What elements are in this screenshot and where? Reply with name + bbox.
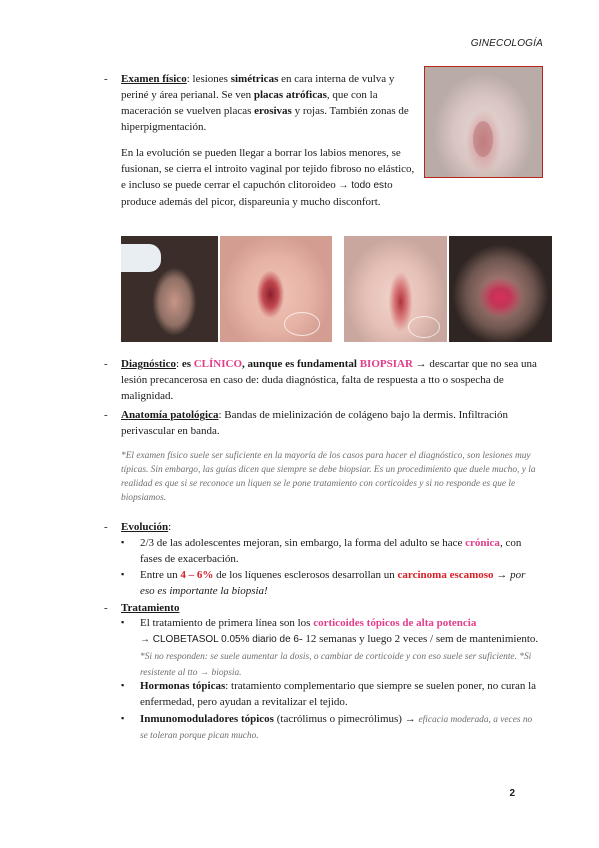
text-bold: es	[181, 358, 191, 370]
bullet-dash: -	[104, 73, 108, 85]
text: Entre un	[140, 569, 181, 581]
treatment-heading	[121, 600, 179, 616]
text-highlight: CLÍNICO	[193, 358, 243, 370]
text: El tratamiento de primera línea son los	[140, 617, 314, 629]
text-bold: Hormonas tópicas	[140, 680, 226, 692]
text: :	[168, 521, 172, 533]
text-italic: → por eso es importante la biopsia!	[140, 569, 526, 597]
text: , que con la maceración se vuelven placas	[121, 89, 378, 117]
text: En la evolución se pueden llegar a borrar los labios menores, se fusionan, se cierra el introito vaginal por tejido fibroso no elástico, e incluso se puede cerrar el capuchón clitoroideo	[121, 147, 415, 191]
evolution-paragraph	[121, 145, 417, 210]
evolution-item-2	[140, 567, 540, 599]
text-highlight: crónica	[465, 537, 500, 549]
bullet-dash: -	[104, 521, 108, 533]
glove-hand	[121, 244, 161, 272]
watermark-seal	[284, 312, 320, 336]
text: , con fases de exacerbación.	[140, 537, 522, 565]
text-note: *Si no responden: se suele aumentar la dosis, o cambiar de corticoide y con eso suele ser suficiente. *Si resistente al tto → biopsia.	[140, 652, 532, 678]
text: 2/3 de las adolescentes mejoran, sin embargo, la forma del adulto se hace	[140, 537, 466, 549]
bullet-dash: -	[104, 409, 108, 421]
pathology-paragraph	[121, 407, 541, 439]
pathology-label: Anatomía patológica	[121, 409, 219, 421]
bullet-dash: -	[104, 602, 108, 614]
text-highlight: BIOPSIAR	[359, 358, 413, 370]
text-arrow: → todo es	[338, 180, 385, 191]
diagnosis-label: Diagnóstico	[121, 358, 176, 370]
exam-label: Examen físico	[121, 73, 187, 85]
text: : tratamiento complementario que siempre se suelen poner, no curan la enfermedad, pero ayudan a revitalizar el tejido.	[140, 680, 537, 708]
text-bold: placas atróficas	[253, 89, 327, 101]
bullet-square: ▪	[121, 617, 125, 627]
text-highlight: 4 – 6%	[180, 569, 214, 581]
bullet-square: ▪	[121, 680, 125, 690]
text: y rojas. También zonas de hiperpigmentación.	[121, 105, 409, 133]
text: to produce además del picor, dispareunia y mucho disconfort.	[121, 179, 393, 208]
evolution-heading	[121, 519, 171, 535]
lesion-photo-4	[344, 236, 447, 342]
lesion-photo-2	[121, 236, 218, 342]
text: → descartar que no sea una lesión precancerosa en caso de: duda diagnóstica, falta de respuesta a tto o sospecha de malignidad.	[121, 358, 537, 402]
clinical-note: *El examen físico suele ser suficiente en la mayoría de los casos para hacer el diagnóstico, son lesiones muy típicas. Sin embargo, las guías dicen que siempre se debe biopsiar. Es un procedimiento que duele mucho, y la realidad es que si se reconoce un liquen se le pone tratamiento con corticoides y si no responde es que le biopsiamos.	[121, 451, 536, 503]
bullet-square: ▪	[121, 713, 125, 723]
diagnosis-paragraph	[121, 356, 541, 404]
text-note: eficacia moderada, a veces no se toleran porque pican mucho.	[140, 715, 533, 741]
text: - 12 semanas y luego 2 veces / sem de mantenimiento.	[298, 633, 539, 645]
watermark-seal	[408, 316, 440, 338]
bullet-square: ▪	[121, 569, 125, 579]
evolution-item-1	[140, 535, 540, 567]
text-highlight: carcinoma escamoso	[397, 569, 494, 581]
text: : lesiones	[186, 73, 231, 85]
lesion-photo-1	[424, 66, 543, 178]
text: : Bandas de mielinización de colágeno bajo la dermis. Infiltración perivascular en banda.	[121, 409, 509, 437]
text-drug: → CLOBETASOL 0.05% diario de 6	[140, 634, 299, 645]
lesion-photo-3	[220, 236, 332, 342]
bullet-dash: -	[104, 358, 108, 370]
text: en cara interna de vulva y periné y área perianal. Se ven	[121, 73, 395, 101]
text: (tacrólimus o pimecrólimus) →	[273, 713, 419, 725]
text: :	[176, 358, 182, 370]
exam-paragraph	[121, 71, 417, 135]
photo-detail	[473, 121, 493, 157]
text-highlight: corticoides tópicos de alta potencia	[313, 617, 477, 629]
text-bold: erosivas	[254, 105, 292, 117]
treatment-item-1	[140, 615, 540, 680]
treatment-item-2	[140, 678, 540, 710]
text: de los líquenes esclerosos desarrollan un	[213, 569, 398, 581]
text-bold: , aunque es fundamental	[242, 358, 357, 370]
lesion-photo-5	[449, 236, 552, 342]
evolution-label: Evolución	[121, 521, 169, 533]
page-header: GINECOLOGÍA	[470, 38, 543, 49]
text-bold: Inmunomoduladores tópicos	[140, 713, 274, 725]
page-number: 2	[509, 788, 515, 799]
text-bold: simétricas	[230, 73, 279, 85]
bullet-square: ▪	[121, 537, 125, 547]
treatment-label: Tratamiento	[121, 602, 180, 614]
treatment-item-3	[140, 711, 540, 743]
